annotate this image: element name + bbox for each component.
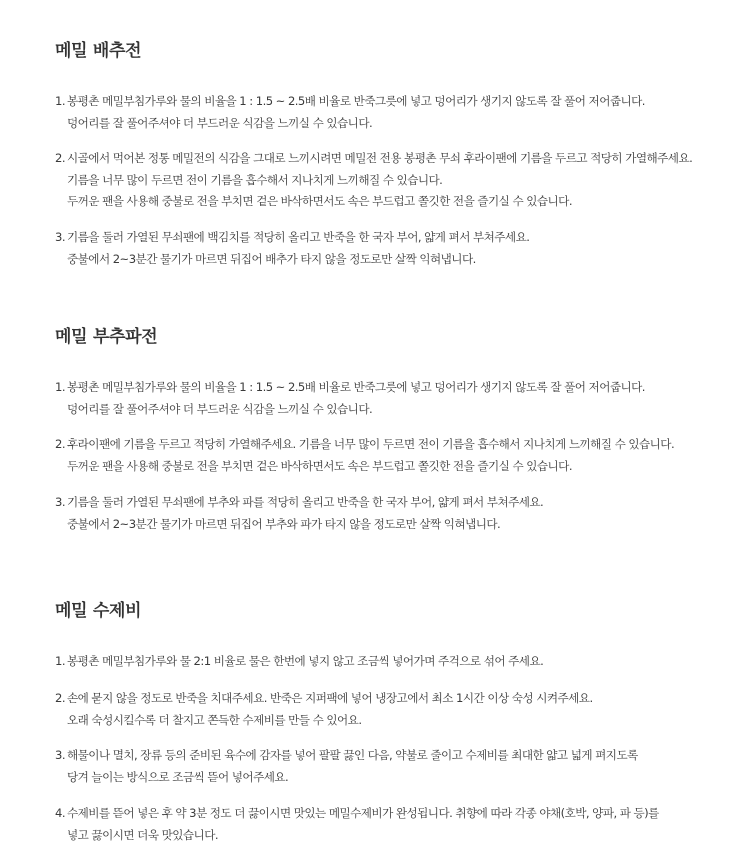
step-line xyxy=(55,377,745,399)
step-line: 오래 숙성시킬수록 더 찰지고 쫀득한 수제비를 만들 수 있어요. xyxy=(67,712,362,727)
step-number: 2. xyxy=(55,437,65,451)
step-number: 1. xyxy=(55,380,65,394)
section-title: 메밀 부추파전 xyxy=(55,327,158,347)
recipe-step xyxy=(55,803,745,846)
step-text: 해물이나 멸치, 장류 등의 준비된 육수에 감자를 넣어 팔팔 끓인 다음, 약불로 줄이고 수제비를 최대한 얇고 넓게 펴지도록 xyxy=(67,748,638,762)
step-line xyxy=(55,651,745,673)
step-line: 중불에서 2~3분간 물기가 마르면 뒤집어 배추가 타지 않을 정도로만 살짝 익혀냅니다. xyxy=(67,251,476,266)
step-number: 2. xyxy=(55,691,65,705)
recipe-section-buckwheat-cabbage-pancake xyxy=(55,40,745,62)
step-number: 3. xyxy=(55,230,65,244)
step-number: 3. xyxy=(55,748,65,762)
step-line: 당겨 늘이는 방식으로 조금씩 뜯어 넣어주세요. xyxy=(67,769,289,784)
step-line xyxy=(55,492,745,514)
step-line: 두꺼운 팬을 사용해 중불로 전을 부치면 겉은 바삭하면서도 속은 부드럽고 쫄깃한 전을 즐기실 수 있습니다. xyxy=(67,458,572,473)
recipe-step xyxy=(55,227,745,270)
recipe-step xyxy=(55,377,745,420)
step-text: 봉평촌 메밀부침가루와 물 2:1 비율로 물은 한번에 넣지 않고 조금씩 넣어가며 주걱으로 섞어 주세요. xyxy=(67,654,544,668)
recipe-step xyxy=(55,434,745,477)
step-line: 덩어리를 잘 풀어주셔야 더 부드러운 식감을 느끼실 수 있습니다. xyxy=(67,115,373,130)
step-text: 기름을 둘러 가열된 무쇠팬에 백김치를 적당히 올리고 반죽을 한 국자 부어, 얇게 펴서 부쳐주세요. xyxy=(67,230,530,244)
step-line xyxy=(55,434,745,456)
step-line xyxy=(55,227,745,249)
step-line: 기름을 너무 많이 두르면 전이 기름을 흡수해서 지나치게 느끼해질 수 있습니다. xyxy=(67,172,443,187)
step-line: 중불에서 2~3분간 물기가 마르면 뒤집어 부추와 파가 타지 않을 정도로만 살짝 익혀냅니다. xyxy=(67,516,501,531)
step-line: 넣고 끓이시면 더욱 맛있습니다. xyxy=(67,827,218,842)
step-text: 시골에서 먹어본 정통 메밀전의 식감을 그대로 느끼시려면 메밀전 전용 봉평촌 무쇠 후라이팬에 기름을 두르고 적당히 가열해주세요. xyxy=(67,151,693,165)
recipe-section-buckwheat-chive-pancake xyxy=(55,326,745,348)
step-line: 두꺼운 팬을 사용해 중불로 전을 부치면 겉은 바삭하면서도 속은 부드럽고 쫄깃한 전을 즐기실 수 있습니다. xyxy=(67,194,572,208)
step-text: 후라이팬에 기름을 두르고 적당히 가열해주세요. 기름을 너무 많이 두르면 전이 기름을 흡수해서 지나치게 느끼해질 수 있습니다. xyxy=(67,437,675,451)
step-line xyxy=(55,803,745,825)
step-number: 4. xyxy=(55,806,65,820)
step-line: 덩어리를 잘 풀어주셔야 더 부드러운 식감을 느끼실 수 있습니다. xyxy=(67,401,373,416)
step-text: 기름을 둘러 가열된 무쇠팬에 부추와 파를 적당히 올리고 반죽을 한 국자 부어, 얇게 펴서 부쳐주세요. xyxy=(67,495,544,509)
section-title: 메밀 수제비 xyxy=(55,601,142,621)
recipe-step xyxy=(55,91,745,134)
step-number: 1. xyxy=(55,654,65,668)
recipe-step xyxy=(55,651,745,673)
step-text: 손에 묻지 않을 정도로 반죽을 치대주세요. 반죽은 지퍼팩에 넣어 냉장고에서 최소 1시간 이상 숙성 시켜주세요. xyxy=(67,691,593,705)
step-line xyxy=(55,745,745,767)
section-title: 메밀 배추전 xyxy=(55,41,142,61)
step-text: 봉평촌 메밀부침가루와 물의 비율을 1 : 1.5 ~ 2.5배 비율로 반죽그릇에 넣고 덩어리가 생기지 않도록 잘 풀어 저어줍니다. xyxy=(67,380,645,394)
step-line xyxy=(55,688,745,710)
recipe-step xyxy=(55,148,745,213)
step-number: 1. xyxy=(55,94,65,108)
step-number: 3. xyxy=(55,495,65,509)
recipe-step xyxy=(55,688,745,731)
recipe-section-buckwheat-sujebi xyxy=(55,600,745,622)
step-text: 수제비를 뜯어 넣은 후 약 3분 정도 더 끓이시면 맛있는 메밀수제비가 완성됩니다. 취향에 따라 각종 야채(호박, 양파, 파 등)를 xyxy=(67,806,659,820)
step-line xyxy=(55,91,745,113)
recipe-step xyxy=(55,745,745,788)
step-line xyxy=(55,148,745,170)
recipe-step xyxy=(55,492,745,535)
step-number: 2. xyxy=(55,151,65,165)
step-text: 봉평촌 메밀부침가루와 물의 비율을 1 : 1.5 ~ 2.5배 비율로 반죽그릇에 넣고 덩어리가 생기지 않도록 잘 풀어 저어줍니다. xyxy=(67,94,645,108)
